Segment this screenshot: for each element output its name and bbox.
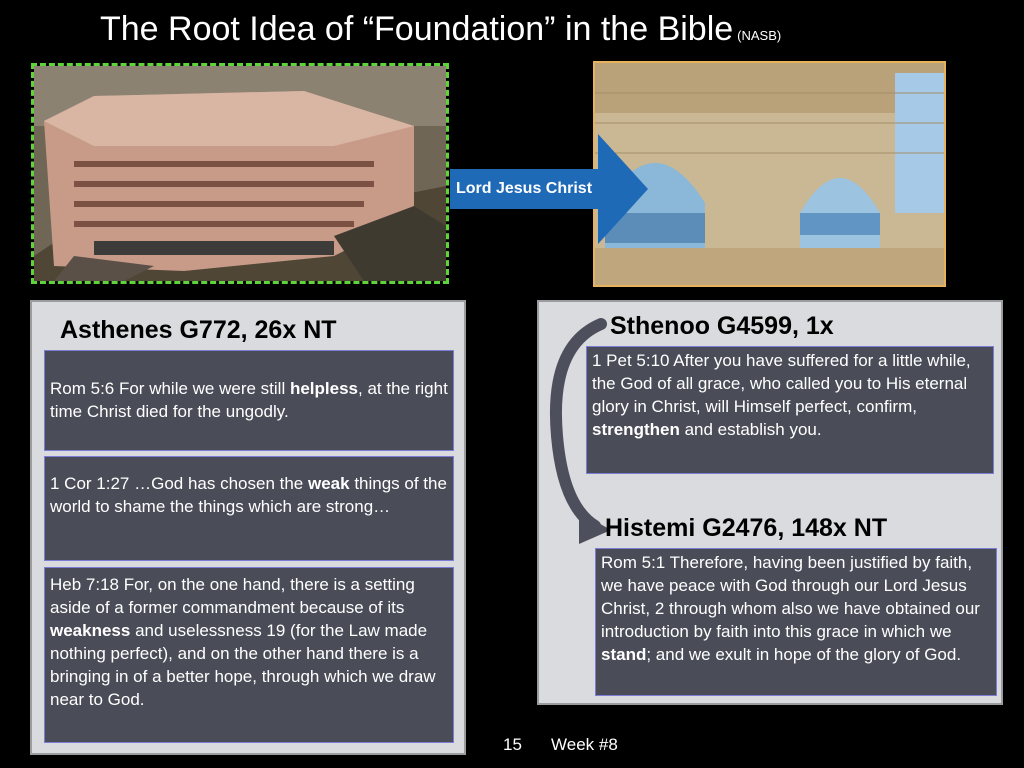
arrow-right-icon: [598, 134, 648, 244]
verse-text: Rom 5:1 Therefore, having been justified by faith, we have peace with God through our Lord Jesus Christ, 2 through whom also we have obtained our introduction by faith into this grace in which we: [601, 553, 980, 641]
verse-keyword: helpless: [289, 379, 359, 398]
sthenoo-histemi-panel: [537, 300, 1003, 705]
week-label: Week #8: [551, 735, 618, 754]
verse-keyword: weak: [308, 474, 350, 493]
verse-keyword: weakness: [50, 621, 131, 640]
verse-keyword: stand: [601, 645, 647, 664]
slide-title: [100, 10, 781, 49]
verse-text: 1 Cor 1:27 …God has chosen the: [50, 474, 308, 493]
verse-text: Heb 7:18 For, on the one hand, there is a setting aside of a former commandment because of its: [50, 575, 415, 617]
collapsed-building-photo: [31, 63, 449, 284]
arrow-label: Lord Jesus Christ: [455, 180, 593, 197]
sthenoo-heading: Sthenoo G4599, 1x: [610, 312, 834, 340]
title-main: The Root Idea of “Foundation” in the Bible: [100, 10, 734, 48]
verse-1-pet-5-10: [586, 346, 994, 474]
verse-text: things of the world to shame the things which are strong…: [50, 474, 447, 516]
verse-text: Rom 5:6 For while we were still: [50, 379, 290, 398]
verse-text: 1 Pet 5:10 After you have suffered for a little while, the God of all grace, who called you to His eternal glory in Christ, will Himself perfect, confirm,: [592, 351, 971, 416]
verse-text: ; and we exult in hope of the glory of God.: [646, 645, 962, 664]
histemi-heading: Histemi G2476, 148x NT: [605, 514, 888, 542]
asthenes-heading: Asthenes G772, 26x NT: [60, 316, 337, 344]
verse-1-cor-1-27: [44, 456, 454, 561]
verse-heb-7-18: [44, 567, 454, 743]
verse-rom-5-6: [44, 350, 454, 451]
verse-keyword: strengthen: [592, 420, 680, 439]
lord-jesus-christ-arrow: [450, 169, 598, 209]
verse-text: and establish you.: [679, 420, 822, 439]
slide-number: 15: [503, 735, 522, 754]
verse-rom-5-1: [595, 548, 997, 696]
asthenes-panel: [30, 300, 466, 755]
title-version: (NASB): [737, 28, 782, 43]
verse-text: , at the right time Christ died for the ungodly.: [50, 379, 448, 421]
verse-text: and uselessness 19 (for the Law made nothing perfect), and on the other hand there is a bringing in of a better hope, through which we draw near to God.: [50, 621, 436, 709]
